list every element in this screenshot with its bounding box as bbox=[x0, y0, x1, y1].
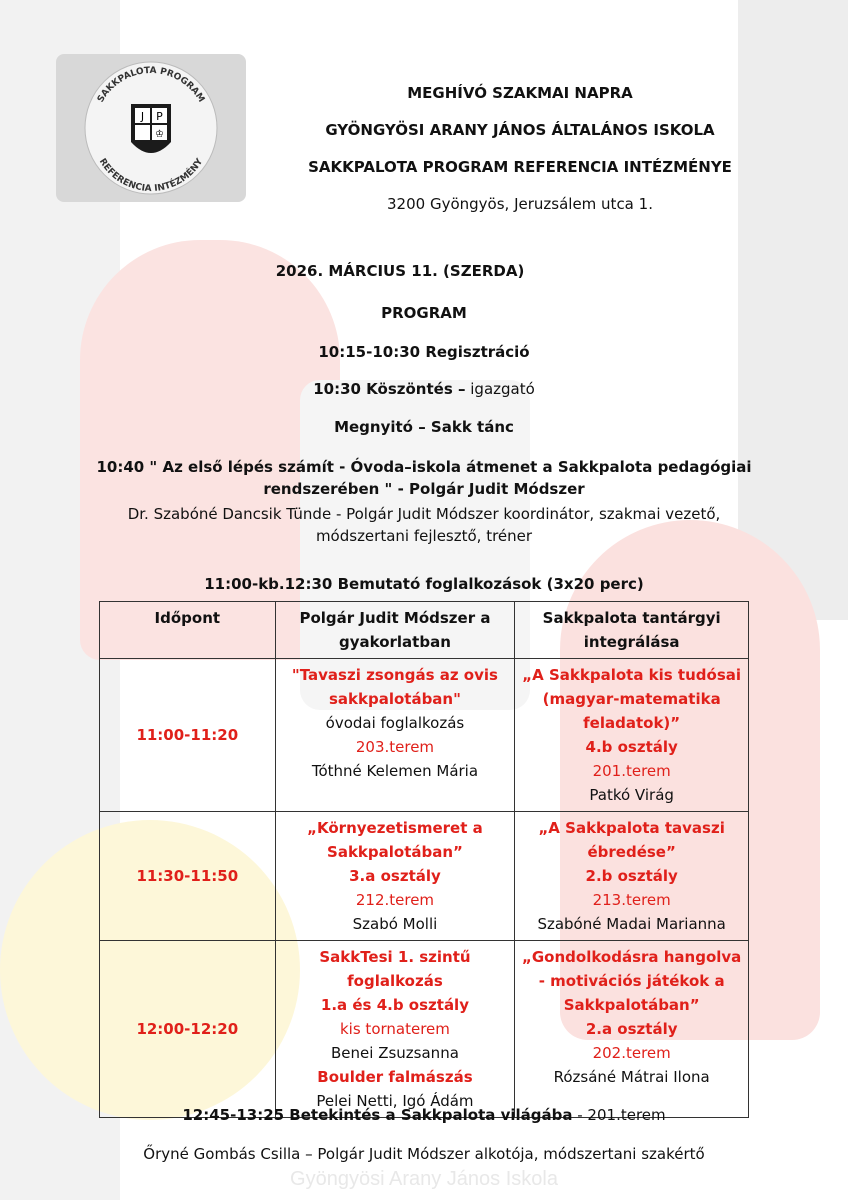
time-cell: 11:00-11:20 bbox=[100, 659, 276, 812]
event-date: 2026. MÁRCIUS 11. (SZERDA) bbox=[275, 262, 525, 280]
session-title: „A Sakkpalota kis tudósai (magyar-matematika feladatok)” bbox=[522, 666, 742, 732]
session-cell bbox=[275, 941, 515, 1118]
session-extra-title: Boulder falmászás bbox=[317, 1068, 473, 1086]
session-cell bbox=[515, 941, 749, 1118]
session-class: 2.b osztály bbox=[585, 867, 678, 885]
program-institution: SAKKPALOTA PROGRAM REFERENCIA INTÉZMÉNYE bbox=[308, 158, 732, 176]
column-header: Időpont bbox=[100, 602, 276, 659]
session-cell bbox=[275, 812, 515, 941]
registration: 10:15-10:30 Regisztráció bbox=[318, 343, 530, 361]
session-title: „A Sakkpalota tavaszi ébredése” bbox=[538, 819, 725, 861]
address: 3200 Gyöngyös, Jeruzsálem utca 1. bbox=[387, 195, 653, 213]
welcome-time: 10:30 Köszöntés – bbox=[313, 380, 466, 398]
time-cell: 12:00-12:20 bbox=[100, 941, 276, 1118]
schedule-table bbox=[99, 601, 749, 1118]
session-cell bbox=[515, 812, 749, 941]
opening: Megnyitó – Sakk tánc bbox=[334, 418, 514, 436]
logo-text-top: SAKKPALOTA PROGRAM bbox=[95, 65, 207, 105]
session-room: 203.terem bbox=[355, 738, 435, 756]
insight-room: - 201.terem bbox=[572, 1106, 666, 1124]
logo-letter: J bbox=[140, 110, 145, 123]
talk-title: 10:40 " Az első lépés számít - Óvoda–iskola átmenet a Sakkpalota pedagógiai rendszerében " - Polgár Judit Módszer bbox=[96, 458, 752, 498]
sakkpalota-logo bbox=[56, 54, 246, 202]
session-room: 213.terem bbox=[592, 891, 671, 909]
table-row bbox=[100, 941, 749, 1118]
table-row bbox=[100, 812, 749, 941]
program-heading: PROGRAM bbox=[381, 304, 467, 322]
session-class: 3.a osztály bbox=[349, 867, 441, 885]
session-room: 212.terem bbox=[355, 891, 435, 909]
school-name: GYÖNGYÖSI ARANY JÁNOS ÁLTALÁNOS ISKOLA bbox=[325, 121, 715, 139]
column-header: Sakkpalota tantárgyi integrálása bbox=[515, 602, 749, 659]
column-header: Polgár Judit Módszer a gyakorlatban bbox=[275, 602, 515, 659]
session-teacher: Szabóné Madai Marianna bbox=[537, 915, 726, 933]
session-cell bbox=[275, 659, 515, 812]
session-title: „Környezetismeret a Sakkpalotában” bbox=[307, 819, 483, 861]
session-cell bbox=[515, 659, 749, 812]
welcome bbox=[0, 380, 848, 398]
time-cell: 11:30-11:50 bbox=[100, 812, 276, 941]
table-header-row bbox=[100, 602, 749, 659]
session-class: 2.a osztály bbox=[585, 1020, 678, 1038]
watermark: Gyöngyösi Arany János Iskola bbox=[290, 1168, 558, 1190]
session-title: SakkTesi 1. szintű foglalkozás bbox=[319, 948, 471, 990]
author-credit: Őryné Gombás Csilla – Polgár Judit Módszer alkotója, módszertani szakértő bbox=[143, 1145, 705, 1163]
demo-sessions-heading: 11:00-kb.12:30 Bemutató foglalkozások (3x20 perc) bbox=[204, 575, 644, 593]
session-teacher: Patkó Virág bbox=[589, 786, 674, 804]
session-teacher: Rózsáné Mátrai Ilona bbox=[553, 1068, 710, 1086]
session-teacher: Benei Zsuzsanna bbox=[331, 1044, 459, 1062]
session-room: kis tornaterem bbox=[340, 1020, 450, 1038]
session-teacher: Tóthné Kelemen Mária bbox=[311, 762, 479, 780]
session-type: óvodai foglalkozás bbox=[325, 714, 465, 732]
table-row bbox=[100, 659, 749, 812]
session-class: 4.b osztály bbox=[585, 738, 678, 756]
session-teacher: Szabó Molli bbox=[352, 915, 438, 933]
talk-speaker: Dr. Szabóné Dancsik Tünde - Polgár Judit Módszer koordinátor, szakmai vezető, módszertani fejlesztő, tréner bbox=[127, 505, 721, 545]
logo-letter: P bbox=[156, 110, 163, 123]
invitation-title: MEGHÍVÓ SZAKMAI NAPRA bbox=[407, 84, 633, 102]
session-title: "Tavaszi zsongás az ovis sakkpalotában" bbox=[291, 666, 498, 708]
logo-text-bottom: REFERENCIA INTÉZMÉNY bbox=[96, 157, 206, 195]
welcome-speaker: igazgató bbox=[465, 380, 535, 398]
session-class: 1.a és 4.b osztály bbox=[320, 996, 469, 1014]
session-extra-teacher: Pelei Netti, Igó Ádám bbox=[316, 1092, 474, 1110]
crown-icon: ♔ bbox=[155, 129, 164, 140]
session-room: 201.terem bbox=[592, 762, 671, 780]
insight-title: 12:45-13:25 Betekintés a Sakkpalota világába bbox=[182, 1106, 573, 1124]
insight-session bbox=[0, 1106, 848, 1124]
session-title: „Gondolkodásra hangolva - motivációs játékok a Sakkpalotában” bbox=[522, 948, 742, 1014]
session-room: 202.terem bbox=[592, 1044, 671, 1062]
